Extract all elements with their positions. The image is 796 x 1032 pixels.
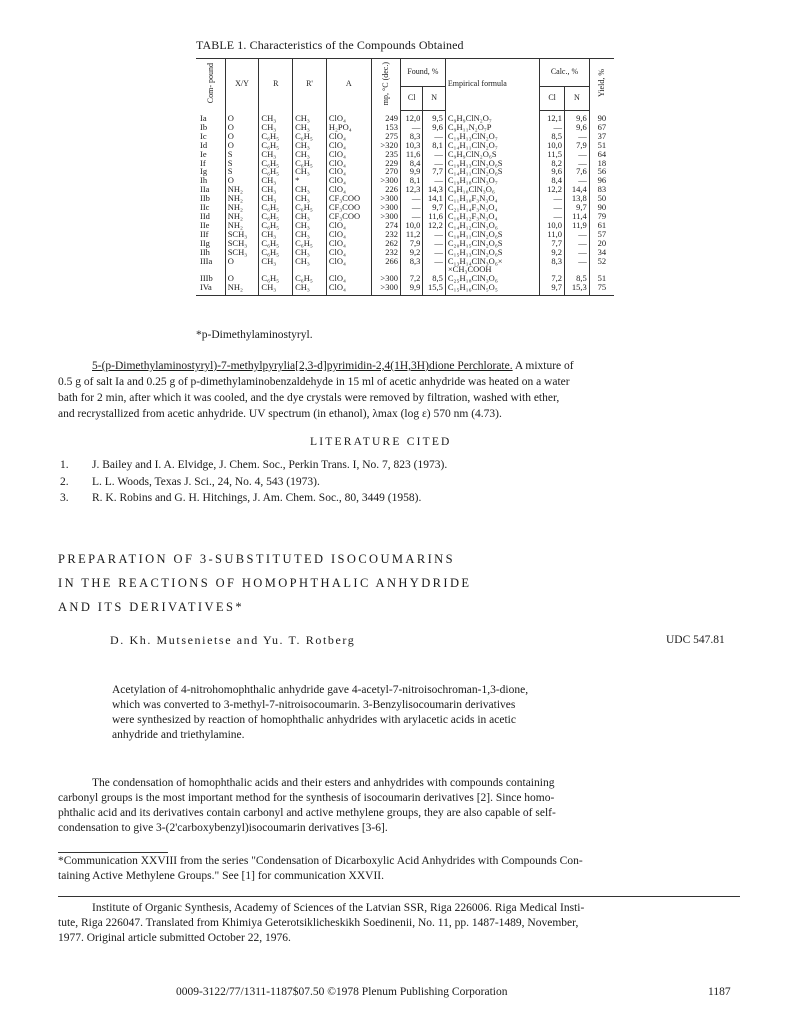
- cell-r: C₆H₅: [259, 159, 293, 168]
- cell-found-n: —: [423, 248, 445, 257]
- cell-compound: IIf: [196, 230, 225, 239]
- cell-calc-n: —: [564, 257, 589, 266]
- literature-heading: LITERATURE CITED: [310, 436, 452, 448]
- footnote-line-1: *Communication XXVIII from the series "Condensation of Dicarboxylic Acid Anhydrides with Compounds Con-: [58, 855, 583, 867]
- cell-xy: NH₂: [225, 212, 259, 221]
- cell-yield: 18: [597, 157, 607, 168]
- cell-a: CF₃COO: [326, 203, 371, 212]
- cell-r-prime: C₆H₅: [293, 159, 327, 168]
- cell-yield: 96: [597, 175, 607, 186]
- cell-xy: O: [225, 132, 259, 141]
- cell-calc-cl: 11,0: [540, 230, 565, 239]
- cell-r: C₆H₅: [259, 203, 293, 212]
- cell-r: C₆H₅: [259, 141, 293, 150]
- table-row: [196, 194, 614, 203]
- cell-r-prime: CH₃: [293, 194, 327, 203]
- cell-calc-cl: 7,2: [540, 274, 565, 283]
- reference-2: 2. L. L. Woods, Texas J. Sci., 24, No. 4, 543 (1973).: [60, 476, 320, 488]
- cell-compound: IVa: [196, 283, 225, 295]
- cell-r-prime: CH₃: [293, 141, 327, 150]
- synthesis-line-2: 0.5 g of salt Ia and 0.25 g of p-dimethylaminobenzaldehyde in 15 ml of acetic anhydride was heated on a water: [58, 376, 570, 388]
- header-yield: Yield, %: [589, 59, 614, 111]
- synthesis-compound-name: 5-(p-Dimethylaminostyryl)-7-methylpyrylia[2,3-d]pyrimidin-2,4(1H,3H)dione Perchlorate.: [92, 360, 513, 372]
- cell-a: ClO₄: [326, 239, 371, 248]
- cell-found-n: 9,7: [423, 203, 445, 212]
- cell-xy: SCH₃: [225, 248, 259, 257]
- cell-calc-n: 9,6: [564, 123, 589, 132]
- cell-calc-n: 7,6: [564, 167, 589, 176]
- cell-r: CH₃: [259, 176, 293, 185]
- cell-mp: 270: [371, 167, 400, 176]
- header-a: A: [326, 59, 371, 111]
- cell-mp: 262: [371, 239, 400, 248]
- cell-found-n: 11,6: [423, 212, 445, 221]
- header-calc-cl: Cl: [540, 87, 565, 111]
- cell-r-prime: CH₃: [293, 111, 327, 123]
- cell-xy: S: [225, 150, 259, 159]
- cell-yield: 20: [597, 237, 607, 248]
- cell-xy: O: [225, 274, 259, 283]
- cell-mp: 274: [371, 221, 400, 230]
- cell-found-n: 8,1: [423, 141, 445, 150]
- cell-a: ClO₄: [326, 221, 371, 230]
- affiliation-line-3: 1977. Original article submitted October 22, 1976.: [58, 932, 291, 944]
- cell-yield: 51: [597, 139, 607, 150]
- cell-yield: 37: [597, 130, 607, 141]
- cell-yield: 90: [597, 112, 607, 123]
- header-calc: Calc., %: [540, 59, 589, 87]
- header-mp: mp, °C (dec.): [371, 59, 400, 111]
- cell-compound: IIc: [196, 203, 225, 212]
- cell-formula: C₁₄H₁₂ClN₃O₆: [445, 221, 539, 230]
- cell-a: H₂PO₄: [326, 123, 371, 132]
- cell-r: C₆H₅: [259, 274, 293, 283]
- cell-found-n: —: [423, 159, 445, 168]
- cell-calc-n: 13,8: [564, 194, 589, 203]
- cell-r: C₆H₅: [259, 239, 293, 248]
- cell-mp: 232: [371, 248, 400, 257]
- cell-compound: IId: [196, 212, 225, 221]
- cell-xy: O: [225, 111, 259, 123]
- cell-compound: Ic: [196, 132, 225, 141]
- cell-found-cl: 11,6: [400, 150, 422, 159]
- cell-compound: Id: [196, 141, 225, 150]
- cell-formula: C₁₅H₁₃ClN₂O₆S: [445, 248, 539, 257]
- cell-calc-n: 8,5: [564, 274, 589, 283]
- cell-a: CF₃COO: [326, 212, 371, 221]
- cell-found-cl: 8,3: [400, 257, 422, 266]
- cell-formula: C₁₅H₁₆ClN₅O₅: [445, 283, 539, 295]
- cell-compound: IIa: [196, 185, 225, 194]
- reference-3: 3. R. K. Robins and G. H. Hitchings, J. Am. Chem. Soc., 80, 3449 (1958).: [60, 492, 422, 504]
- cell-xy: O: [225, 257, 259, 266]
- cell-calc-cl: 8,4: [540, 176, 565, 185]
- table-row: [196, 257, 614, 266]
- cell-a: CF₃COO: [326, 194, 371, 203]
- cell-compound: IIb: [196, 194, 225, 203]
- cell-calc-cl: 9,2: [540, 248, 565, 257]
- cell-found-cl: 11,2: [400, 230, 422, 239]
- cell-mp: >320: [371, 141, 400, 150]
- table-row: [196, 111, 614, 123]
- cell-calc-cl: —: [540, 194, 565, 203]
- cell-xy: NH₂: [225, 221, 259, 230]
- cell-compound: Ih: [196, 176, 225, 185]
- cell-found-cl: —: [400, 212, 422, 221]
- cell-compound: If: [196, 159, 225, 168]
- cell-a: ClO₄: [326, 230, 371, 239]
- cell-found-n: —: [423, 230, 445, 239]
- cell-formula: C₉H₉ClN₂O₇: [445, 111, 539, 123]
- header-r: R: [259, 59, 293, 111]
- cell-found-cl: 7,9: [400, 239, 422, 248]
- cell-calc-cl: —: [540, 203, 565, 212]
- cell-yield: 34: [597, 246, 607, 257]
- cell-mp: 153: [371, 123, 400, 132]
- cell-found-cl: 12,3: [400, 185, 422, 194]
- cell-calc-n: 14,4: [564, 185, 589, 194]
- cell-r: CH₃: [259, 150, 293, 159]
- cell-r-prime: CH₃: [293, 248, 327, 257]
- article-title-line-3: AND ITS DERIVATIVES*: [58, 600, 244, 614]
- cell-a: ClO₄: [326, 257, 371, 266]
- footer-code: 0009-3122/77/1311-1187$07.50 ©1978 Plenum Publishing Corporation: [176, 986, 508, 998]
- article-title-line-2: IN THE REACTIONS OF HOMOPHTHALIC ANHYDRIDE: [58, 576, 472, 590]
- cell-found-n: 8,5: [423, 274, 445, 283]
- cell-calc-cl: —: [540, 212, 565, 221]
- cell-yield: 75: [589, 283, 614, 295]
- cell-formula: C₁₄H₁₁ClN₂O₇: [445, 141, 539, 150]
- cell-found-n: 9,6: [423, 123, 445, 132]
- cell-compound: Ie: [196, 150, 225, 159]
- cell-r: CH₃: [259, 123, 293, 132]
- cell-mp: 235: [371, 150, 400, 159]
- cell-compound: IIg: [196, 239, 225, 248]
- cell-calc-n: —: [564, 150, 589, 159]
- cell-r-prime: C₆H₅: [293, 203, 327, 212]
- cell-xy: O: [225, 141, 259, 150]
- cell-found-cl: —: [400, 194, 422, 203]
- cell-r: CH₃: [259, 283, 293, 295]
- cell-found-cl: 10,3: [400, 141, 422, 150]
- cell-a: ClO₄: [326, 167, 371, 176]
- cell-calc-n: —: [564, 239, 589, 248]
- cell-found-cl: 8,3: [400, 132, 422, 141]
- cell-yield: 50: [597, 193, 607, 204]
- body-line-2: carbonyl groups is the most important method for the synthesis of isocoumarin derivatives [2]. Since homo-: [58, 792, 555, 804]
- cell-a: ClO₄: [326, 132, 371, 141]
- cell-formula: C₂₅H₁₈ClN₃O₆: [445, 274, 539, 283]
- cell-calc-cl: 10,0: [540, 221, 565, 230]
- cell-found-n: 7,7: [423, 167, 445, 176]
- cell-r-prime: CH₃: [293, 283, 327, 295]
- cell-calc-n: —: [564, 176, 589, 185]
- cell-r-prime: *: [293, 176, 327, 185]
- cell-a: ClO₄: [326, 176, 371, 185]
- cell-r-prime: CH₃: [293, 212, 327, 221]
- cell-r-prime: CH₃: [293, 150, 327, 159]
- body-line-3: phthalic acid and its derivatives contain carbonyl and active methylene groups, they are also capable of self-: [58, 807, 556, 819]
- cell-xy: S: [225, 167, 259, 176]
- cell-yield: 51: [597, 273, 607, 284]
- cell-r: C₆H₅: [259, 167, 293, 176]
- cell-compound: Ib: [196, 123, 225, 132]
- body-line-4: condensation to give 3-(2'carboxybenzyl)isocoumarin derivatives [3-6].: [58, 822, 388, 834]
- cell-found-cl: —: [400, 203, 422, 212]
- cell-found-cl: 7,2: [400, 274, 422, 283]
- cell-r-prime: CH₃: [293, 230, 327, 239]
- article-authors: D. Kh. Mutsenietse and Yu. T. Rotberg: [110, 633, 356, 647]
- cell-formula: C₁₃H₁₄ClN₃O₆×: [445, 257, 539, 266]
- affiliation-line-1: Institute of Organic Synthesis, Academy of Sciences of the Latvian SSR, Riga 226006. Riga Medical Insti-: [92, 902, 585, 914]
- cell-formula: C₁₁H₁₀F₃N₃O₄: [445, 194, 539, 203]
- cell-calc-n: 9,6: [564, 111, 589, 123]
- cell-r-prime: CH₃: [293, 257, 327, 266]
- table-row: [196, 185, 614, 194]
- cell-found-n: —: [423, 257, 445, 266]
- table-row: [196, 283, 614, 295]
- cell-compound: IIh: [196, 248, 225, 257]
- cell-mp: 266: [371, 257, 400, 266]
- cell-compound: Ia: [196, 111, 225, 123]
- cell-a: ClO₄: [326, 274, 371, 283]
- cell-calc-cl: 11,5: [540, 150, 565, 159]
- cell-formula: C₉H₉ClN₂O₆S: [445, 150, 539, 159]
- cell-compound: IIe: [196, 221, 225, 230]
- cell-found-cl: 9,9: [400, 283, 422, 295]
- synthesis-line-1: 5-(p-Dimethylaminostyryl)-7-methylpyrylia[2,3-d]pyrimidin-2,4(1H,3H)dione Perchlorate. A mixture of: [92, 360, 574, 372]
- cell-formula: C₁₆H₁₂F₃N₃O₄: [445, 212, 539, 221]
- cell-mp: >300: [371, 283, 400, 295]
- table-footnote: *p-Dimethylaminostyryl.: [196, 329, 313, 341]
- cell-mp: >300: [371, 203, 400, 212]
- page-number: 1187: [708, 986, 731, 998]
- table-row: [196, 203, 614, 212]
- cell-formula: C₁₄H₁₁ClN₂O₆S: [445, 167, 539, 176]
- cell-formula: C₁₉H₁₃ClN₂O₇: [445, 132, 539, 141]
- cell-mp: 226: [371, 185, 400, 194]
- cell-r-prime: CH₃: [293, 123, 327, 132]
- footnote-line-2: taining Active Methylene Groups." See [1] for communication XXVII.: [58, 870, 384, 882]
- header-formula: Empirical formula: [445, 59, 539, 111]
- cell-calc-cl: —: [540, 123, 565, 132]
- header-found: Found, %: [400, 59, 445, 87]
- cell-a: ClO₄: [326, 185, 371, 194]
- header-xy: X/Y: [225, 59, 259, 111]
- cell-calc-cl: 10,0: [540, 141, 565, 150]
- cell-compound: IIIb: [196, 274, 225, 283]
- cell-yield: 61: [597, 219, 607, 230]
- cell-compound: IIIa: [196, 257, 225, 266]
- cell-r-prime: C₆H₅: [293, 239, 327, 248]
- cell-calc-n: 11,9: [564, 221, 589, 230]
- cell-calc-cl: 12,2: [540, 185, 565, 194]
- cell-formula: C₁₉H₁₃ClN₂O₆S: [445, 159, 539, 168]
- cell-calc-cl: 8,2: [540, 159, 565, 168]
- cell-r: CH₃: [259, 194, 293, 203]
- cell-mp: >300: [371, 176, 400, 185]
- cell-mp: 275: [371, 132, 400, 141]
- table-body: [196, 111, 614, 296]
- cell-a: ClO₄: [326, 283, 371, 295]
- cell-r: CH₃: [259, 230, 293, 239]
- cell-calc-n: —: [564, 248, 589, 257]
- cell-found-n: 12,2: [423, 221, 445, 230]
- cell-xy: SCH₃: [225, 230, 259, 239]
- cell-r: CH₃: [259, 257, 293, 266]
- cell-calc-n: 11,4: [564, 212, 589, 221]
- cell-yield: 52: [597, 255, 607, 266]
- header-found-cl: Cl: [400, 87, 422, 111]
- cell-r-prime: C₆H₅: [293, 132, 327, 141]
- cell-found-cl: —: [400, 123, 422, 132]
- cell-found-cl: 8,1: [400, 176, 422, 185]
- cell-a: ClO₄: [326, 150, 371, 159]
- cell-r: C₆H₅: [259, 212, 293, 221]
- cell-yield: 83: [597, 184, 607, 195]
- cell-compound: Ig: [196, 167, 225, 176]
- cell-a: ClO₄: [326, 111, 371, 123]
- cell-calc-cl: 12,1: [540, 111, 565, 123]
- cell-r: C₆H₅: [259, 132, 293, 141]
- cell-r-prime: CH₃: [293, 167, 327, 176]
- cell-a: ClO₄: [326, 159, 371, 168]
- cell-formula: C₁₀H₁₁ClN₂O₆S: [445, 230, 539, 239]
- cell-r-prime: CH₃: [293, 221, 327, 230]
- cell-calc-cl: 8,5: [540, 132, 565, 141]
- cell-formula: C₂₁H₁₄F₃N₃O₄: [445, 203, 539, 212]
- cell-xy: NH₂: [225, 203, 259, 212]
- cell-a: ClO₄: [326, 248, 371, 257]
- table-caption: TABLE 1. Characteristics of the Compounds Obtained: [196, 38, 464, 52]
- udc-code: UDC 547.81: [666, 634, 725, 646]
- cell-yield: 79: [597, 210, 607, 221]
- cell-mp: >300: [371, 274, 400, 283]
- cell-formula: C₉H₁₁N₂O₇P: [445, 123, 539, 132]
- cell-found-n: —: [423, 239, 445, 248]
- cell-mp: 229: [371, 159, 400, 168]
- cell-mp: >300: [371, 194, 400, 203]
- synthesis-line-4: and recrystallized from acetic anhydride. UV spectrum (in ethanol), λmax (log ε) 570 nm (4.73).: [58, 408, 502, 420]
- cell-xy: O: [225, 176, 259, 185]
- cell-calc-cl: 8,3: [540, 257, 565, 266]
- header-calc-n: N: [564, 87, 589, 111]
- abstract-line-4: anhydride and triethylamine.: [112, 729, 245, 741]
- cell-found-n: 14,3: [423, 185, 445, 194]
- cell-r: CH₃: [259, 111, 293, 123]
- cell-calc-n: —: [564, 132, 589, 141]
- affiliation-line-2: tute, Riga 226047. Translated from Khimiya Geterotsiklicheskikh Soedinenii, No. 11, pp. 1487-1489, November,: [58, 917, 579, 929]
- cell-found-cl: 9,2: [400, 248, 422, 257]
- affiliation-rule: [58, 896, 740, 897]
- cell-xy: NH₂: [225, 283, 259, 295]
- cell-r: C₆H₅: [259, 221, 293, 230]
- cell-formula: C₉H₁₀ClN₃O₆: [445, 185, 539, 194]
- cell-found-n: 14,1: [423, 194, 445, 203]
- cell-found-cl: 8,4: [400, 159, 422, 168]
- cell-r: CH₃: [259, 185, 293, 194]
- cell-yield: 57: [597, 228, 607, 239]
- cell-r-prime: C₆H₅: [293, 274, 327, 283]
- cell-calc-cl: 9,7: [540, 283, 565, 295]
- cell-found-cl: 12,0: [400, 111, 422, 123]
- cell-yield: 64: [597, 148, 607, 159]
- header-r-prime: R': [293, 59, 327, 111]
- abstract-line-1: Acetylation of 4-nitrohomophthalic anhydride gave 4-acetyl-7-nitroisochroman-1,3-dione,: [112, 684, 529, 696]
- cell-a: ClO₄: [326, 141, 371, 150]
- compounds-table: [196, 58, 614, 296]
- cell-mp: 232: [371, 230, 400, 239]
- cell-r: C₆H₅: [259, 248, 293, 257]
- cell-found-n: 15,5: [423, 283, 445, 295]
- cell-xy: SCH₃: [225, 239, 259, 248]
- cell-xy: S: [225, 159, 259, 168]
- cell-calc-n: 15,3: [564, 283, 589, 295]
- cell-yield: 90: [597, 202, 607, 213]
- cell-xy: NH₂: [225, 194, 259, 203]
- reference-1: 1. J. Bailey and I. A. Elvidge, J. Chem. Soc., Perkin Trans. I, No. 7, 823 (1973).: [60, 459, 448, 471]
- cell-formula: C₁₉H₁₈ClN₃O₇: [445, 176, 539, 185]
- cell-yield: 56: [597, 166, 607, 177]
- cell-mp: 249: [371, 111, 400, 123]
- cell-calc-n: —: [564, 230, 589, 239]
- cell-formula: ×CH₃COOH: [445, 265, 539, 274]
- abstract-line-2: which was converted to 3-methyl-7-nitroisocoumarin. 3-Benzylisocoumarin derivatives: [112, 699, 516, 711]
- body-line-1: The condensation of homophthalic acids and their esters and anhydrides with compounds containing: [92, 777, 555, 789]
- cell-found-n: —: [423, 150, 445, 159]
- article-title-line-1: PREPARATION OF 3-SUBSTITUTED ISOCOUMARINS: [58, 552, 455, 566]
- cell-calc-n: 7,9: [564, 141, 589, 150]
- cell-yield: 67: [597, 121, 607, 132]
- cell-xy: NH₂: [225, 185, 259, 194]
- header-found-n: N: [423, 87, 445, 111]
- cell-found-n: 9,5: [423, 111, 445, 123]
- cell-r-prime: CH₃: [293, 185, 327, 194]
- cell-found-cl: 9,9: [400, 167, 422, 176]
- cell-calc-cl: 7,7: [540, 239, 565, 248]
- cell-found-n: —: [423, 132, 445, 141]
- cell-found-cl: 10,0: [400, 221, 422, 230]
- cell-calc-n: —: [564, 159, 589, 168]
- abstract-line-3: were synthesized by reaction of homophthalic anhydrides with arylacetic acids in acetic: [112, 714, 516, 726]
- cell-calc-cl: 9,6: [540, 167, 565, 176]
- synthesis-line-3: bath for 2 min, after which it was cooled, and the dye crystals were removed by filtration, washed with ether,: [58, 392, 560, 404]
- cell-xy: O: [225, 123, 259, 132]
- header-compound: Com- pound: [196, 59, 225, 111]
- cell-found-n: —: [423, 176, 445, 185]
- cell-calc-n: 9,7: [564, 203, 589, 212]
- cell-formula: C₂₀H₁₅ClN₂O₆S: [445, 239, 539, 248]
- cell-mp: >300: [371, 212, 400, 221]
